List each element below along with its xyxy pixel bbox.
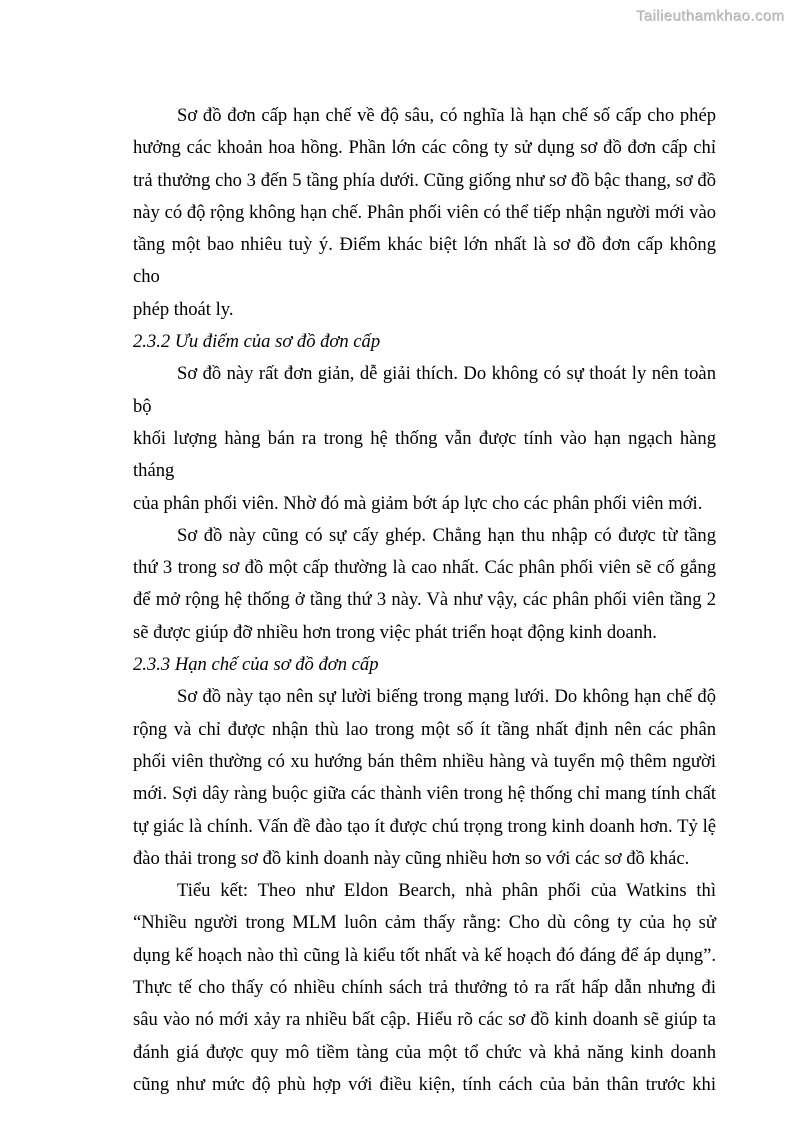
text-line: Tiểu kết: Theo như Eldon Bearch, nhà phân phối của Watkins thì: [177, 880, 716, 902]
text-line: phối viên thường có xu hướng bán thêm nhiều hàng và tuyển mộ thêm người: [133, 750, 716, 772]
text-line: Sơ đồ đơn cấp hạn chế về độ sâu, có nghĩa là hạn chế số cấp cho phép: [177, 105, 716, 126]
paragraph: [133, 358, 716, 519]
text-line: đào thải trong sơ đồ kinh doanh này cũng nhiều hơn so với các sơ đồ khác.: [133, 847, 690, 869]
text-line: Sơ đồ này tạo nên sự lười biếng trong mạng lưới. Do không hạn chế độ: [177, 686, 716, 708]
text-line: 2.3.3 Hạn chế của sơ đồ đơn cấp: [133, 654, 379, 676]
text-line: sẽ được giúp đỡ nhiều hơn trong việc phát triển hoạt động kinh doanh.: [133, 621, 657, 643]
text-line: hưởng các khoản hoa hồng. Phần lớn các công ty sử dụng sơ đồ đơn cấp chỉ: [133, 137, 716, 159]
text-line: cũng như mức độ phù hợp với điều kiện, tính cách của bản thân trước khi: [133, 1073, 716, 1095]
text-line: tự giác là chính. Vấn đề đào tạo ít được chú trọng trong kinh doanh hơn. Tỷ lệ: [133, 815, 716, 837]
section-heading: [133, 649, 716, 681]
text-line: Thực tế cho thấy có nhiều chính sách trả thưởng tỏ ra rất hấp dẫn nhưng đi: [133, 977, 716, 999]
paragraph: [133, 875, 716, 1101]
text-line: dụng kế hoạch nào thì cũng là kiểu tốt nhất và kế hoạch đó đáng để áp dụng”.: [133, 944, 716, 966]
text-line: 2.3.2 Ưu điểm của sơ đồ đơn cấp: [133, 331, 381, 353]
text-line: Sơ đồ này cũng có sự cấy ghép. Chẳng hạn thu nhập có được từ tầng: [177, 524, 716, 546]
text-line: phép thoát ly.: [133, 298, 234, 320]
text-line: của phân phối viên. Nhờ đó mà giảm bớt áp lực cho các phân phối viên mới.: [133, 492, 703, 514]
text-line: “Nhiều người trong MLM luôn cảm thấy rằng: Cho dù công ty của họ sử: [133, 912, 716, 934]
text-line: này có độ rộng không hạn chế. Phân phối viên có thể tiếp nhận người mới vào: [133, 201, 716, 223]
text-line: thứ 3 trong sơ đồ một cấp thường là cao nhất. Các phân phối viên sẽ cố gắng: [133, 557, 716, 579]
text-line: trả thưởng cho 3 đến 5 tầng phía dưới. Cũng giống như sơ đồ bậc thang, sơ đồ: [133, 169, 716, 191]
text-line: tầng một bao nhiêu tuỳ ý. Điểm khác biệt lớn nhất là sơ đồ đơn cấp không cho: [133, 234, 716, 288]
paragraph: [133, 681, 716, 875]
site-watermark: Tailieuthamkhao.com: [636, 8, 785, 25]
text-line: rộng và chỉ được nhận thù lao trong một số ít tầng nhất định nên các phân: [133, 718, 716, 740]
page-content: [133, 100, 716, 1101]
section-heading: [133, 326, 716, 358]
text-line: Sơ đồ này rất đơn giản, dễ giải thích. Do không có sự thoát ly nên toàn bộ: [133, 363, 716, 417]
text-line: sâu vào nó mới xảy ra nhiều bất cập. Hiểu rõ các sơ đồ kinh doanh sẽ giúp ta: [133, 1009, 716, 1031]
paragraph: [133, 100, 716, 326]
text-line: khối lượng hàng bán ra trong hệ thống vẫn được tính vào hạn ngạch hàng tháng: [133, 427, 716, 482]
paragraph: [133, 520, 716, 649]
text-line: mới. Sợi dây ràng buộc giữa các thành viên trong hệ thống chỉ mang tính chất: [133, 783, 716, 805]
text-line: đánh giá được quy mô tiềm tàng của một tổ chức và khả năng kinh doanh: [133, 1041, 716, 1063]
text-line: để mở rộng hệ thống ở tầng thứ 3 này. Và như vậy, các phân phối viên tầng 2: [133, 589, 716, 611]
